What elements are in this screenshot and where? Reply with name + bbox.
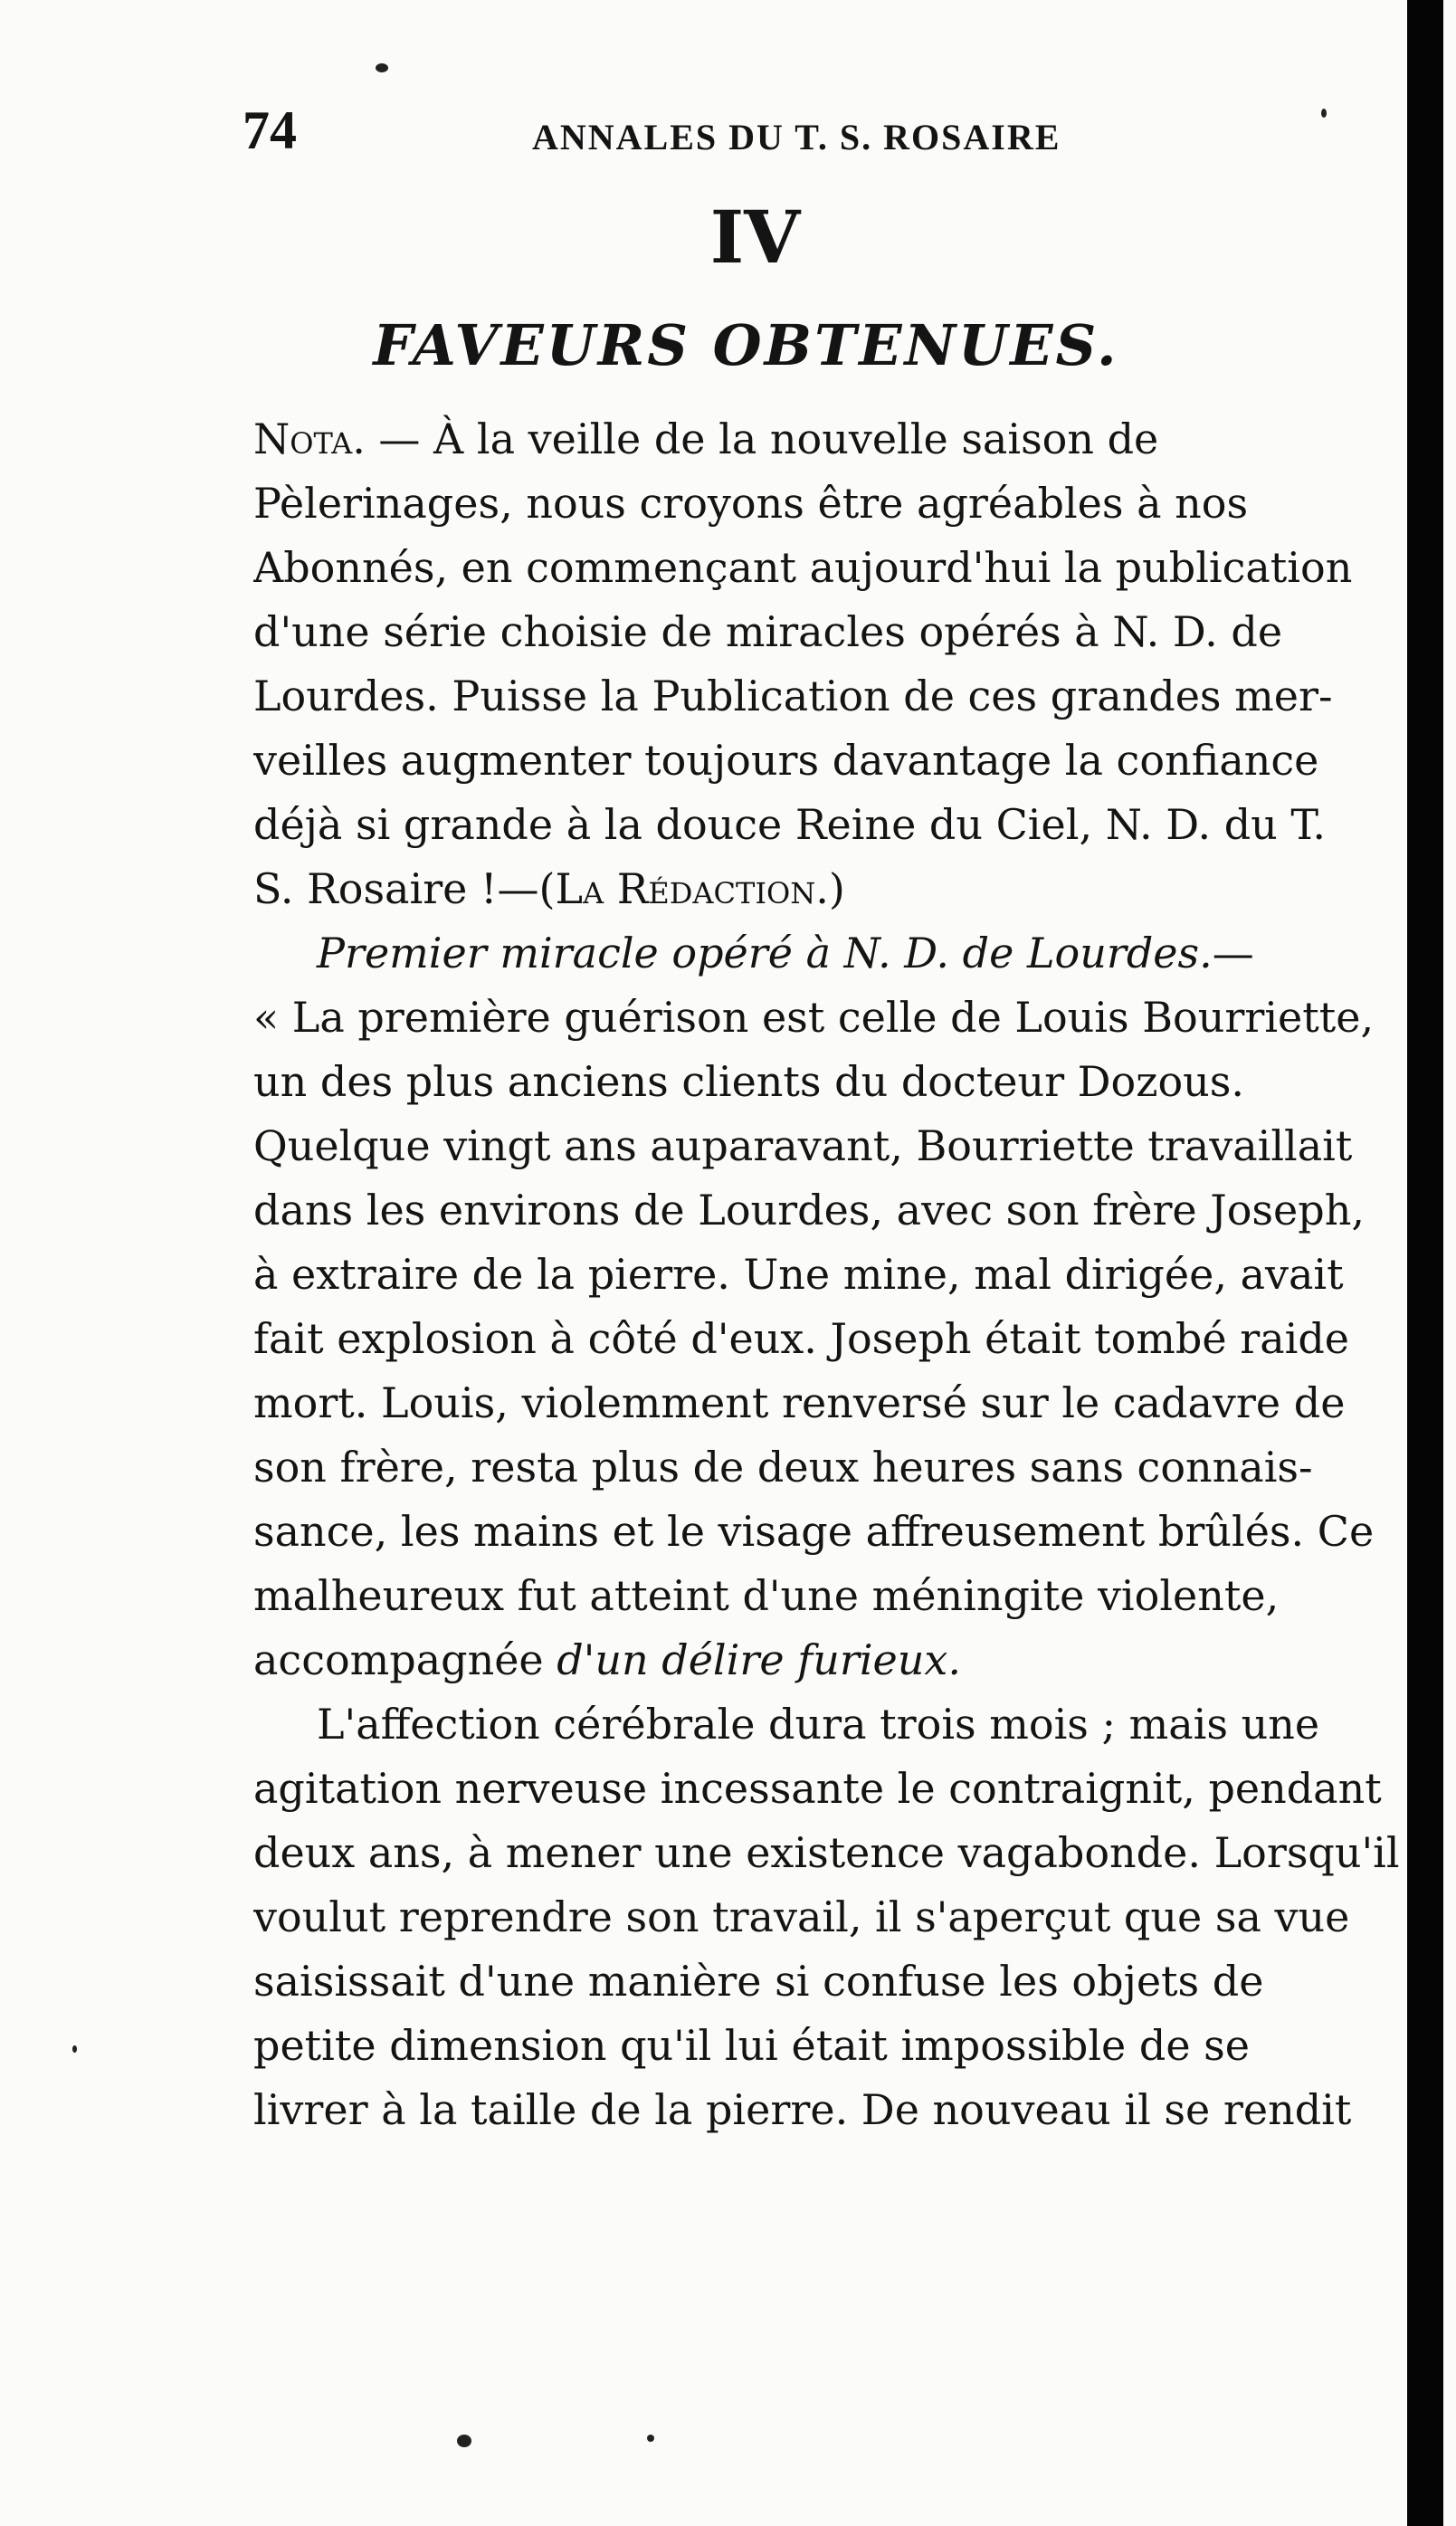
text-span: veilles augmenter toujours davantage la confiance — [253, 736, 1319, 785]
text-span: voulut reprendre son travail, il s'aperçut que sa vue — [253, 1892, 1350, 1941]
text-span: petite dimension qu'il lui était impossible de se — [253, 2021, 1250, 2070]
text-span: agitation nerveuse incessante le contraignit, pendant — [253, 1764, 1382, 1813]
scan-speck — [1321, 109, 1327, 118]
text-line — [253, 2078, 1412, 2142]
text-span: sance, les mains et le visage affreusement brûlés. Ce — [253, 1507, 1375, 1556]
text-span: son frère, resta plus de deux heures sans connais- — [253, 1443, 1313, 1492]
text-span: La Rédaction. — [555, 864, 829, 913]
scan-speck — [72, 2045, 77, 2053]
text-span: fait explosion à côté d'eux. Joseph était tombé raide — [253, 1314, 1350, 1363]
text-span: un des plus anciens clients du docteur Dozous. — [253, 1057, 1245, 1106]
text-line — [253, 1435, 1412, 1500]
text-line — [253, 1564, 1412, 1628]
text-span: d'un délire furieux. — [557, 1635, 961, 1684]
text-line — [253, 1692, 1412, 1757]
text-line — [253, 1628, 1412, 1692]
page-header — [243, 100, 1202, 163]
text-line — [253, 1050, 1412, 1114]
text-line — [253, 407, 1412, 472]
text-span: Quelque vingt ans auparavant, Bourriette travaillait — [253, 1121, 1353, 1170]
text-span: livrer à la taille de la pierre. De nouveau il se rendit — [253, 2085, 1352, 2134]
text-line — [253, 1949, 1412, 2014]
text-span: malheureux fut atteint d'une méningite violente, — [253, 1571, 1280, 1620]
section-number: IV — [709, 195, 801, 280]
text-span: accompagnée — [253, 1635, 557, 1684]
text-span: — — [1212, 929, 1254, 977]
text-line — [253, 1500, 1412, 1564]
text-span: saisissait d'une manière si confuse les objets de — [253, 1957, 1264, 2006]
text-line — [253, 664, 1412, 729]
section-title: FAVEURS OBTENUES. — [373, 312, 1119, 378]
text-span: Pèlerinages, nous croyons être agréables à nos — [253, 479, 1249, 528]
text-line — [253, 472, 1412, 536]
scan-speck — [376, 63, 388, 72]
book-spine-shadow — [1407, 0, 1443, 2526]
text-span: Nota. — [253, 415, 366, 463]
text-line — [253, 1114, 1412, 1178]
text-span: déjà si grande à la douce Reine du Ciel, N. D. du T. — [253, 800, 1326, 849]
text-line — [253, 1757, 1412, 1821]
text-span: L'affection cérébrale dura trois mois ; mais une — [317, 1700, 1320, 1749]
text-span: S. Rosaire !—( — [253, 864, 556, 913]
text-line — [253, 986, 1412, 1050]
text-line — [253, 793, 1412, 857]
text-line — [253, 536, 1412, 600]
text-span: Lourdes. Puisse la Publication de ces grandes mer- — [253, 672, 1333, 720]
page-number: 74 — [243, 100, 297, 160]
text-span: à extraire de la pierre. Une mine, mal dirigée, avait — [253, 1250, 1344, 1299]
running-title: ANNALES DU T. S. ROSAIRE — [532, 117, 1061, 157]
text-line — [253, 1307, 1412, 1371]
text-line — [253, 857, 1412, 921]
text-line — [253, 2014, 1412, 2078]
scan-speck — [647, 2435, 654, 2442]
text-line — [253, 1371, 1412, 1435]
text-span: d'une série choisie de miracles opérés à N. D. de — [253, 607, 1283, 656]
text-span: deux ans, à mener une existence vagabonde. Lorsqu'il — [253, 1828, 1400, 1877]
text-line — [253, 1821, 1412, 1885]
text-line — [253, 1885, 1412, 1949]
text-span: — À la veille de la nouvelle saison de — [365, 415, 1159, 463]
text-span: « La première guérison est celle de Louis Bourriette, — [253, 993, 1375, 1042]
text-line — [253, 729, 1412, 793]
text-span: ) — [828, 864, 845, 913]
text-span: mort. Louis, violemment renversé sur le cadavre de — [253, 1378, 1346, 1427]
text-span: Abonnés, en commençant aujourd'hui la publication — [253, 543, 1353, 592]
body-text — [253, 407, 1412, 2142]
text-line — [253, 600, 1412, 664]
text-line — [253, 921, 1412, 986]
text-span: Premier miracle opéré à N. D. de Lourdes. — [317, 929, 1213, 977]
text-span: dans les environs de Lourdes, avec son frère Joseph, — [253, 1186, 1365, 1234]
text-line — [253, 1178, 1412, 1243]
text-line — [253, 1243, 1412, 1307]
scan-speck — [457, 2435, 471, 2447]
